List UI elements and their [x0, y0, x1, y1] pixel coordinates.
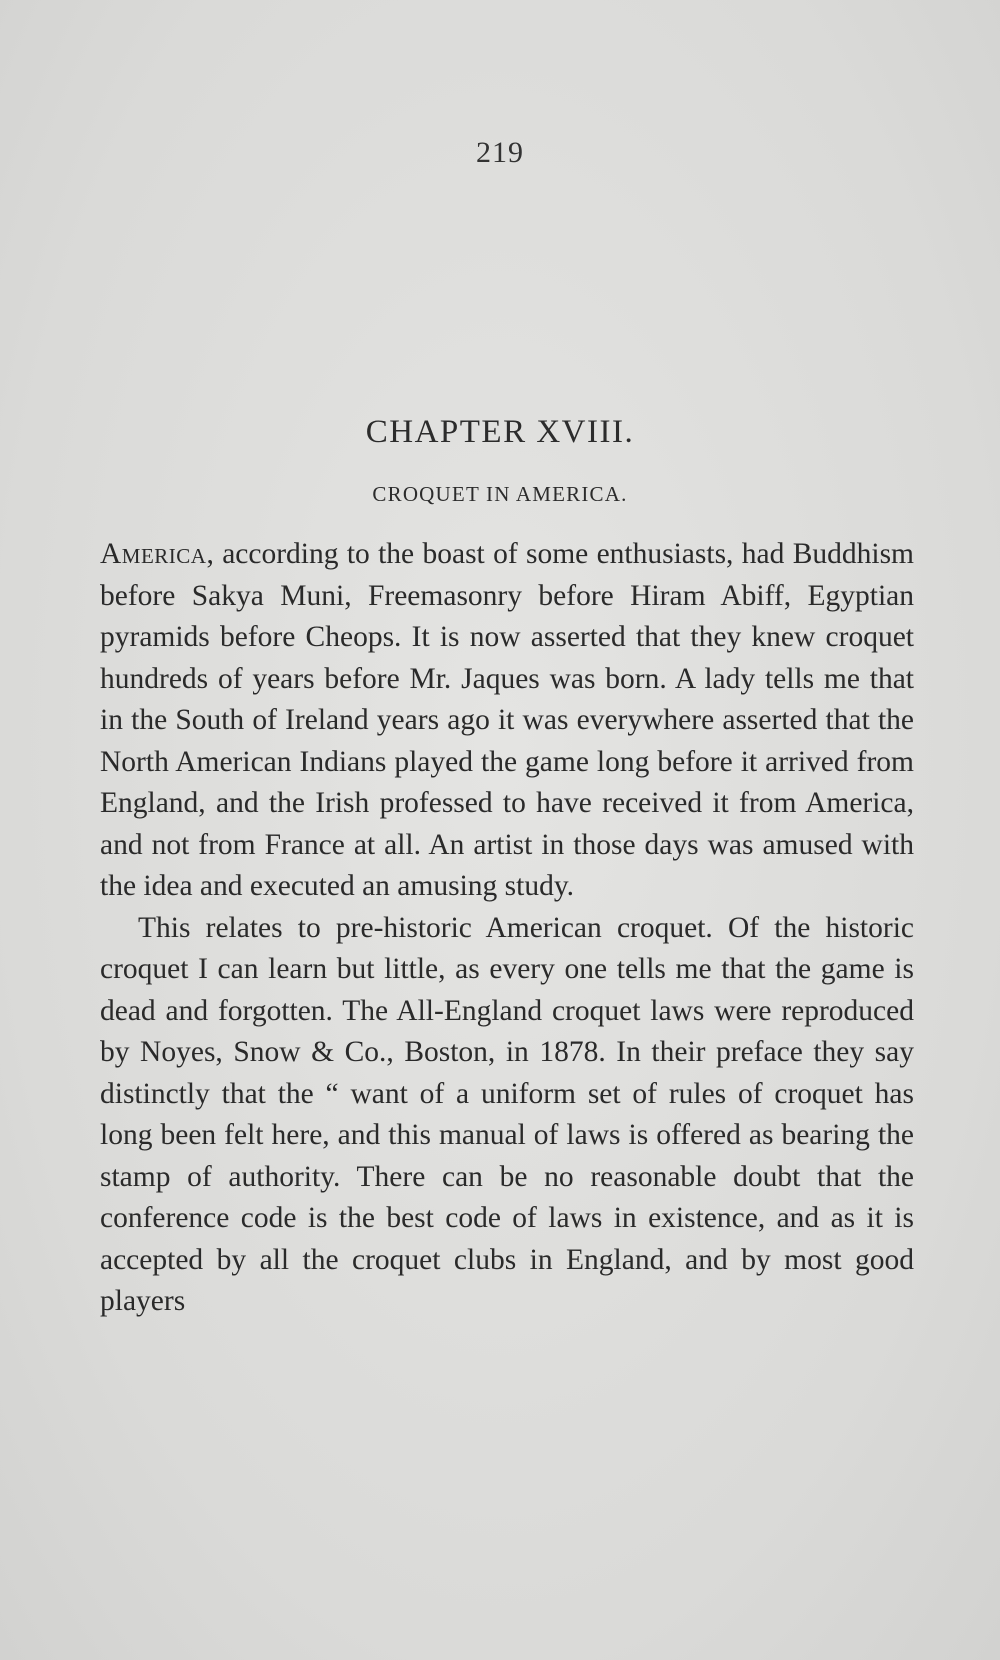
chapter-title: CROQUET IN AMERICA.: [372, 482, 628, 506]
paragraph: This relates to pre-historic American croquet. Of the historic croquet I can learn but little, as every one tells me that the game is dead and forgotten. The All-England croquet laws were reproduced by Noyes, Snow & Co., Boston, in 1878. In their preface they say distinctly that the “ want of a uniform set of rules of croquet has long been felt here, and this manual of laws is offered as bearing the stamp of authority. There can be no reasonable doubt that the conference code is the best code of laws in existence, and as it is accepted by all the croquet clubs in England, and by most good players: [100, 911, 914, 1317]
page-number: 219: [476, 136, 524, 169]
body-text: [100, 534, 914, 1323]
chapter-heading: CHAPTER XVIII.: [365, 414, 635, 450]
paragraph-lead-word: America: [100, 538, 207, 570]
paragraph-text: , according to the boast of some enthusiasts, had Buddhism before Sakya Muni, Freemasonry before Hiram Abiff, Egyptian pyramids before Cheops. It is now asserted that they knew croquet hundreds of years before Mr. Jaques was born. A lady tells me that in the South of Ireland years ago it was everywhere asserted that the North American Indians played the game long before it arrived from England, and the Irish professed to have received it from America, and not from France at all. An artist in those days was amused with the idea and executed an amusing study.: [100, 538, 914, 902]
paragraph: [100, 534, 914, 908]
